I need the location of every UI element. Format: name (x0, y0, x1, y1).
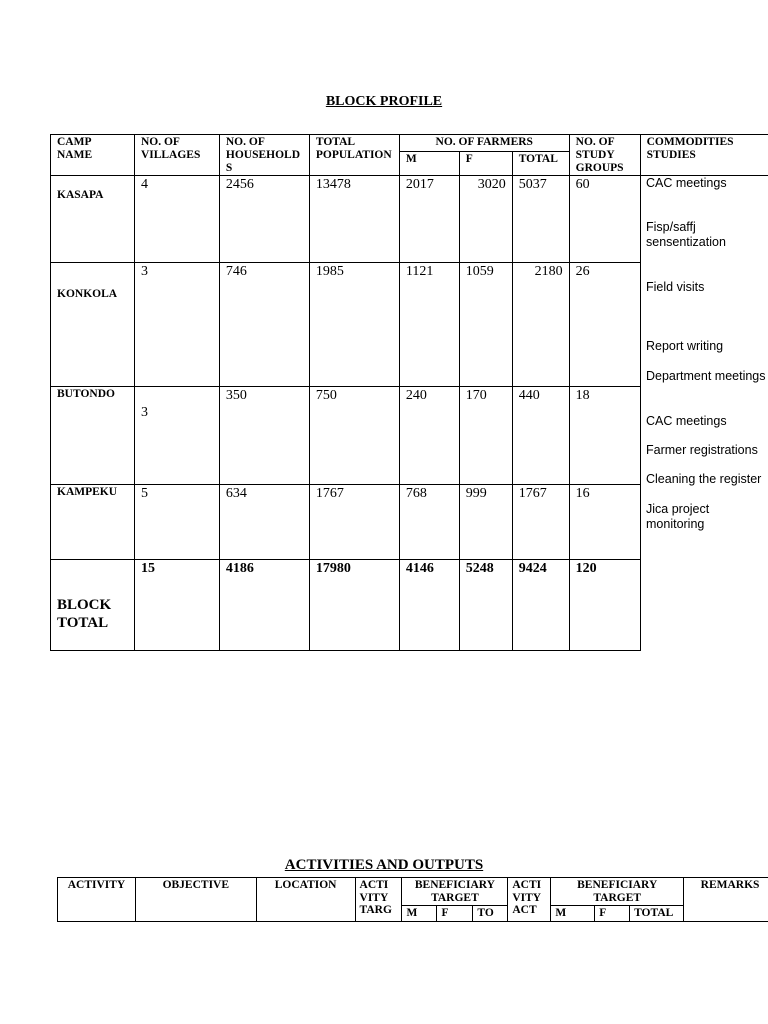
camp-name: BUTONDO (51, 387, 135, 485)
activities-title: ACTIVITIES AND OUTPUTS (284, 857, 484, 873)
households-cell: 2456 (219, 176, 309, 263)
header-m: M (402, 906, 437, 922)
header-total: TOTAL (630, 906, 684, 922)
header-farmers-total: TOTAL (512, 152, 569, 176)
commodity-item: Jica project monitoring (646, 502, 710, 531)
header-to: TO (473, 906, 508, 922)
farmers-m-cell: 1121 (399, 263, 459, 387)
block-profile-title: BLOCK PROFILE (325, 94, 443, 109)
camp-name: KASAPA (51, 176, 135, 263)
commodity-item: Department meetings (646, 369, 766, 383)
header-m: M (551, 906, 595, 922)
header-objective: OBJECTIVE (135, 878, 256, 922)
header-farmers-m: M (399, 152, 459, 176)
villages-cell: 5 (134, 485, 219, 560)
total-study-groups: 120 (569, 560, 640, 651)
header-activity-actual: ACTI VITY ACT (508, 878, 551, 922)
commodity-item: Farmer registrations (646, 443, 758, 457)
households-cell: 350 (219, 387, 309, 485)
farmers-total-cell: 440 (512, 387, 569, 485)
villages-cell: 4 (134, 176, 219, 263)
farmers-total-cell: 1767 (512, 485, 569, 560)
header-f: F (437, 906, 473, 922)
header-beneficiary-target: BENEFICIARY TARGET (402, 878, 508, 906)
commodity-item: Report writing (646, 339, 724, 353)
header-villages: NO. OF VILLAGES (134, 135, 219, 176)
study-groups-cell: 16 (569, 485, 640, 560)
header-f: F (595, 906, 630, 922)
commodity-item: CAC meetings (646, 414, 727, 428)
header-remarks: REMARKS (684, 878, 768, 922)
farmers-m-cell: 240 (399, 387, 459, 485)
header-households: NO. OF HOUSEHOLD S (219, 135, 309, 176)
header-farmers: NO. OF FARMERS (399, 135, 569, 152)
study-groups-cell: 26 (569, 263, 640, 387)
header-commodities: COMMODITIES STUDIES (640, 135, 768, 176)
population-cell: 13478 (309, 176, 399, 263)
commodity-item: Fisp/saffj sensentization (646, 220, 726, 249)
villages-cell: 3 (134, 263, 219, 387)
population-cell: 750 (309, 387, 399, 485)
farmers-f-cell: 1059 (459, 263, 512, 387)
header-beneficiary-target: BENEFICIARY TARGET (551, 878, 684, 906)
header-activity-target: ACTI VITY TARG (355, 878, 402, 922)
camp-name: KAMPEKU (51, 485, 135, 560)
camp-name: KONKOLA (51, 263, 135, 387)
population-cell: 1985 (309, 263, 399, 387)
study-groups-cell: 60 (569, 176, 640, 263)
activities-table (57, 877, 768, 922)
households-cell: 634 (219, 485, 309, 560)
total-households: 4186 (219, 560, 309, 651)
header-population: TOTAL POPULATION (309, 135, 399, 176)
header-farmers-f: F (459, 152, 512, 176)
block-profile-table (50, 134, 768, 651)
commodity-item: CAC meetings (646, 176, 727, 190)
study-groups-cell: 18 (569, 387, 640, 485)
header-activity: ACTIVITY (58, 878, 136, 922)
farmers-total-cell: 5037 (512, 176, 569, 263)
farmers-f-cell: 3020 (459, 176, 512, 263)
farmers-total-cell: 2180 (512, 263, 569, 387)
commodity-item: Field visits (646, 280, 705, 294)
total-farmers-total: 9424 (512, 560, 569, 651)
commodity-item: Cleaning the register (646, 472, 762, 486)
total-farmers-f: 5248 (459, 560, 512, 651)
header-study-groups: NO. OF STUDY GROUPS (569, 135, 640, 176)
farmers-f-cell: 999 (459, 485, 512, 560)
villages-cell: 3 (134, 387, 219, 485)
farmers-f-cell: 170 (459, 387, 512, 485)
total-population: 17980 (309, 560, 399, 651)
total-villages: 15 (134, 560, 219, 651)
block-total-label: BLOCK TOTAL (51, 560, 135, 651)
population-cell: 1767 (309, 485, 399, 560)
total-farmers-m: 4146 (399, 560, 459, 651)
header-camp-name: CAMP NAME (51, 135, 135, 176)
households-cell: 746 (219, 263, 309, 387)
farmers-m-cell: 768 (399, 485, 459, 560)
farmers-m-cell: 2017 (399, 176, 459, 263)
header-location: LOCATION (256, 878, 355, 922)
